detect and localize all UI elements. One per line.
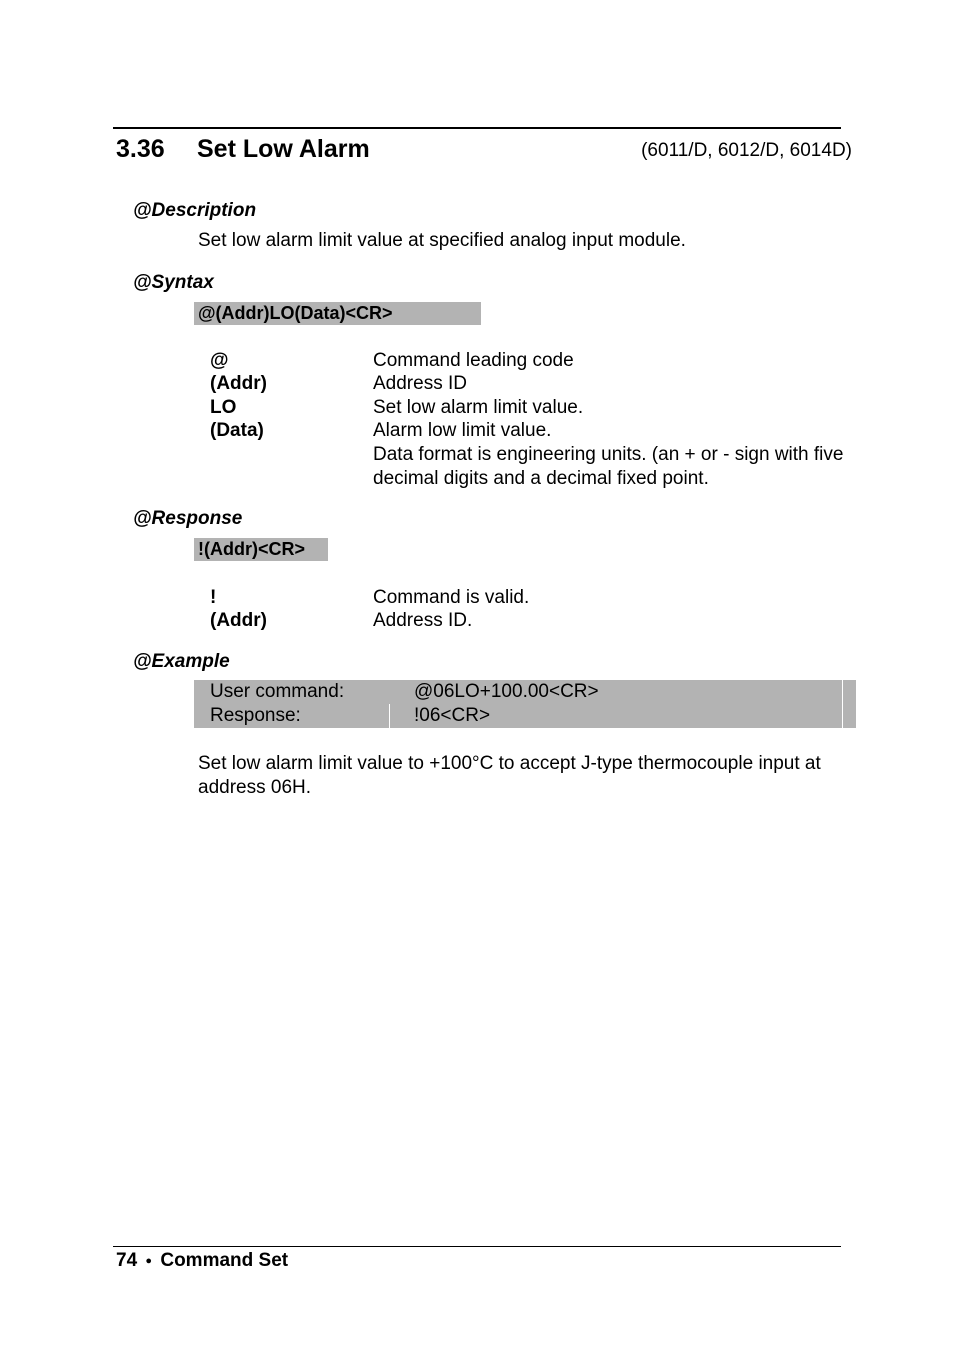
- example-value-command: @06LO+100.00<CR>: [414, 681, 599, 702]
- response-def-valid: Command is valid.: [373, 587, 530, 608]
- syntax-data-note: Data format is engineering units. (an + or - sign with five decimal digits and a decimal fixed point.: [373, 444, 844, 489]
- response-def-addr: Address ID.: [373, 610, 473, 631]
- example-note: Set low alarm limit value to +100°C to accept J-type thermocouple input at address 06H.: [198, 753, 821, 798]
- example-value-response: !06<CR>: [414, 705, 491, 726]
- example-divider: [389, 704, 390, 728]
- syntax-term-addr: (Addr): [210, 373, 267, 394]
- response-command: !(Addr)<CR>: [194, 538, 328, 561]
- description-heading: @Description: [133, 200, 257, 221]
- example-edge: [842, 680, 843, 728]
- syntax-def-addr: Address ID: [373, 373, 467, 394]
- syntax-term-data: (Data): [210, 420, 264, 441]
- syntax-heading: @Syntax: [133, 272, 214, 293]
- syntax-def-data: Alarm low limit value.: [373, 420, 552, 441]
- response-term-addr: (Addr): [210, 610, 267, 631]
- footer-rule: [113, 1246, 841, 1247]
- syntax-def-lo: Set low alarm limit value.: [373, 397, 584, 418]
- footer: [116, 1250, 288, 1272]
- section-number: 3.36: [116, 135, 165, 163]
- example-heading: @Example: [133, 651, 230, 672]
- description-text: Set low alarm limit value at specified analog input module.: [198, 230, 686, 251]
- example-key-response: Response:: [210, 705, 301, 726]
- applicable-models: (6011/D, 6012/D, 6014D): [641, 140, 852, 161]
- syntax-command: @(Addr)LO(Data)<CR>: [194, 302, 481, 325]
- syntax-term-lo: LO: [210, 397, 237, 418]
- section-title: Set Low Alarm: [197, 135, 370, 163]
- response-term-valid: !: [210, 587, 217, 608]
- footer-section: Command Set: [160, 1250, 289, 1271]
- syntax-def-at: Command leading code: [373, 350, 574, 371]
- example-key-command: User command:: [210, 681, 345, 702]
- bullet-icon: ●: [145, 1255, 153, 1267]
- response-heading: @Response: [133, 508, 243, 529]
- header-rule: [113, 127, 841, 129]
- syntax-term-at: @: [210, 350, 229, 371]
- page-number: 74: [116, 1250, 138, 1271]
